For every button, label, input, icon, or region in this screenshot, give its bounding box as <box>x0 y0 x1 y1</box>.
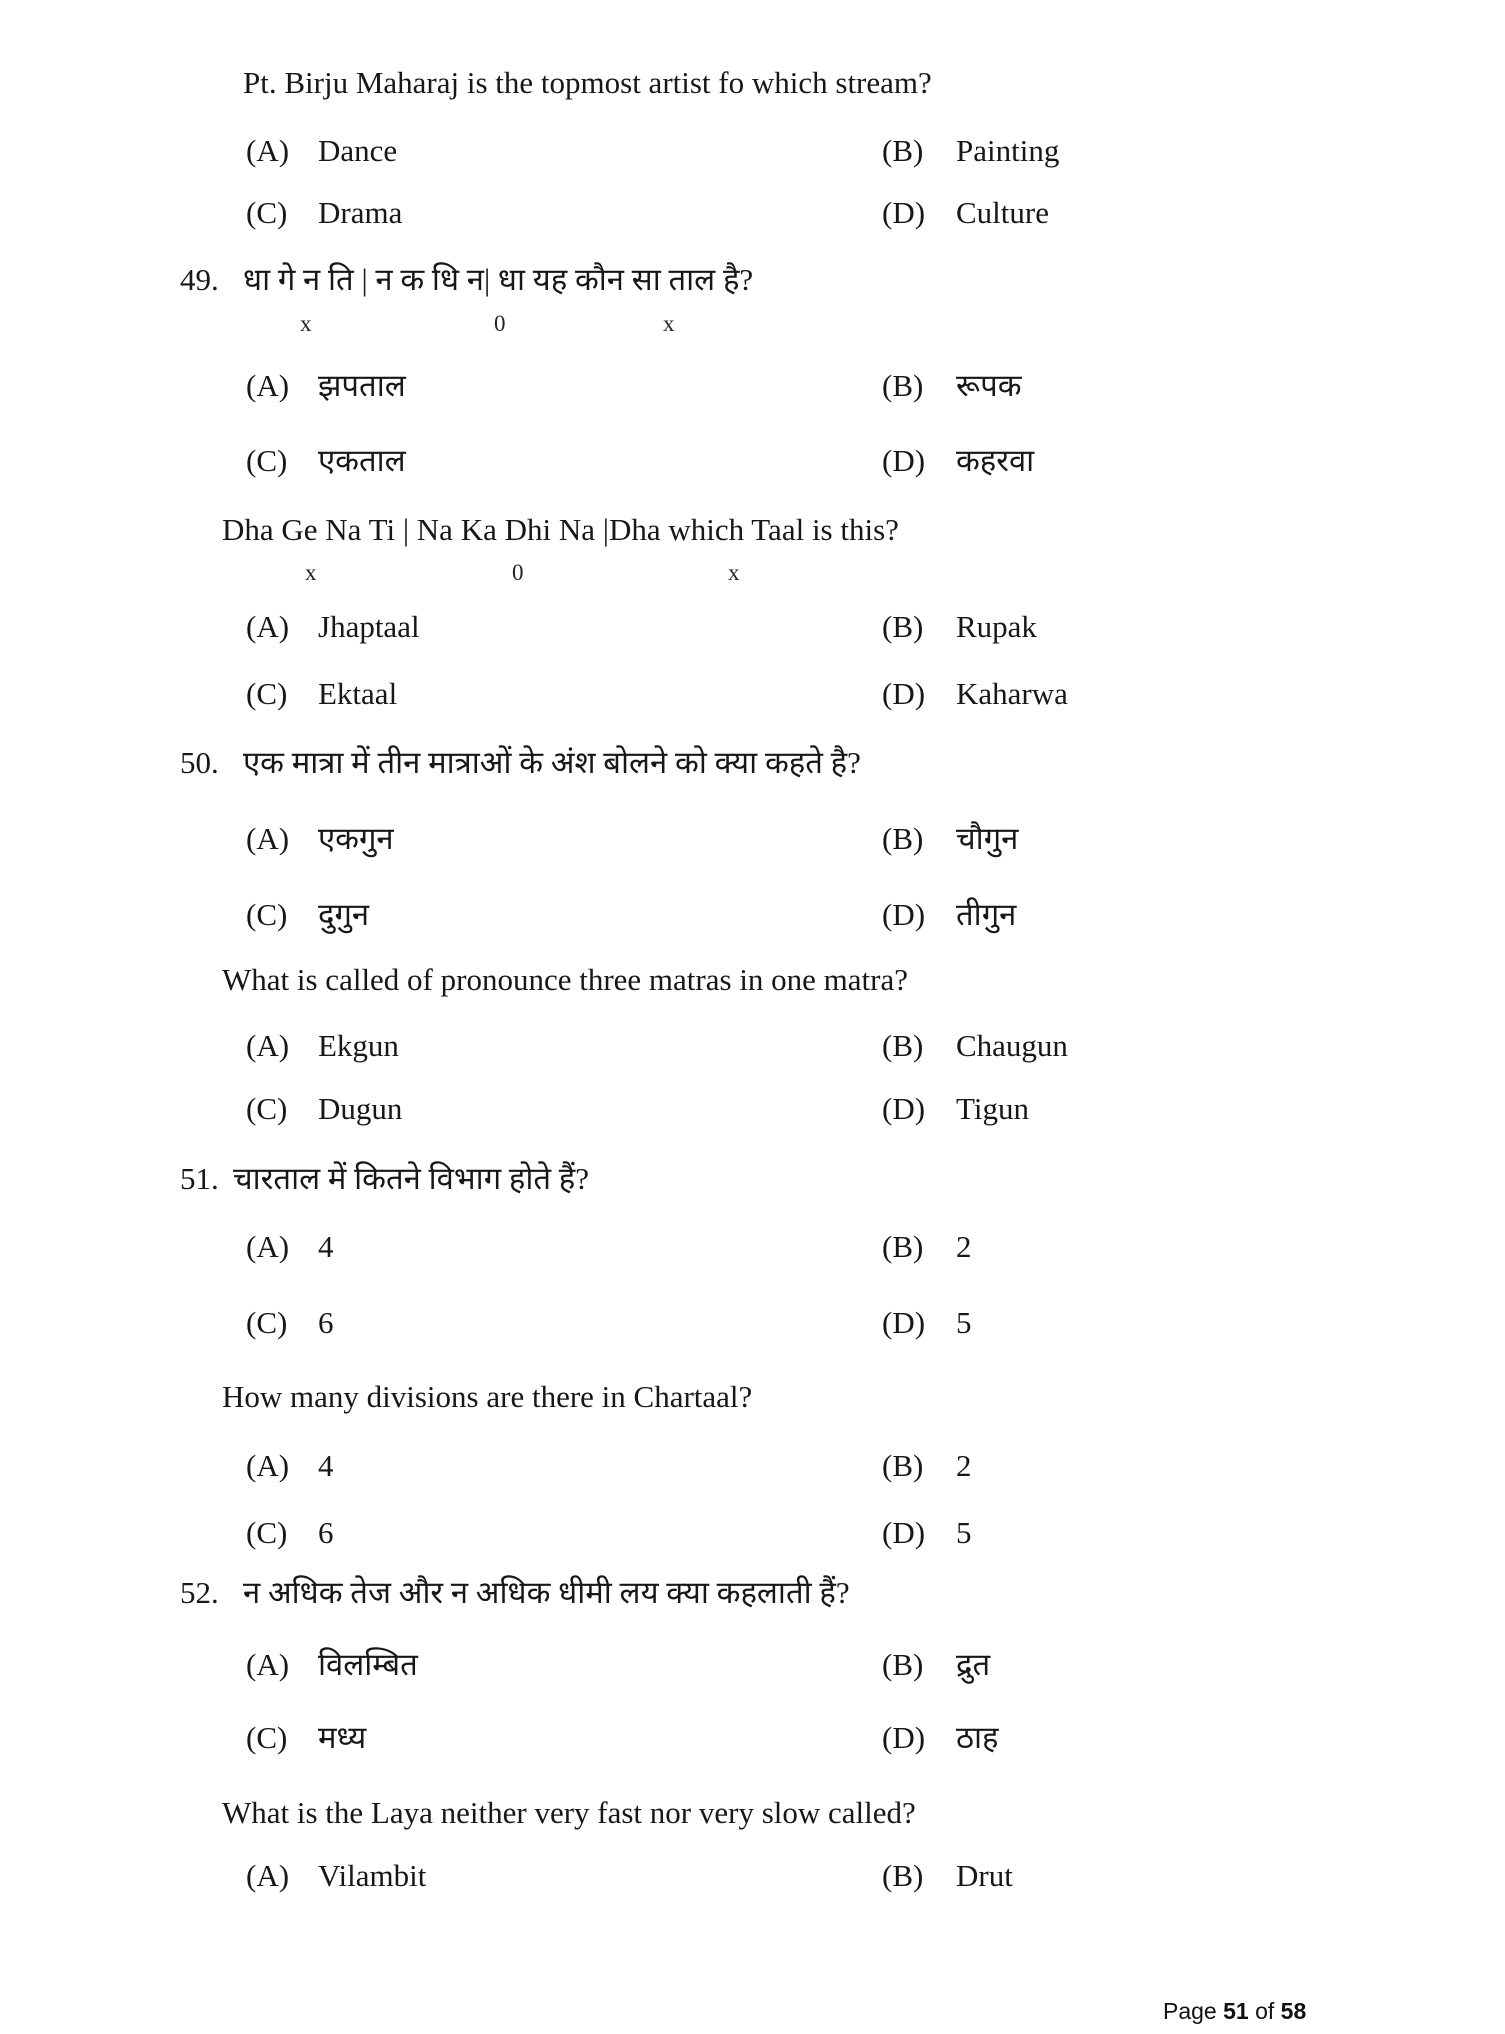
q49-hi-option-a-text: झपताल <box>318 368 406 403</box>
q48-en-option-b-label: (B) <box>882 133 924 168</box>
taal-marker-tali: x <box>663 311 675 336</box>
q52-en-question-row <box>0 1795 1505 1845</box>
q52-number: 52. <box>180 1575 219 1610</box>
q48-en-option-a-label: (A) <box>246 133 290 168</box>
q50-hi-option-d-text: तीगुन <box>956 897 1017 932</box>
q52-hi-options-cd-row <box>0 1720 1505 1770</box>
q50-en-option-d-text: Tigun <box>956 1091 1029 1126</box>
q50-hi-question-text: एक मात्रा में तीन मात्राओं के अंश बोलने को क्या कहते है? <box>243 745 861 780</box>
q50-number: 50. <box>180 745 219 780</box>
taal-marker-tali: x <box>728 560 740 585</box>
q52-en-options-ab-row <box>0 1858 1505 1908</box>
q48-en-option-a-text: Dance <box>318 133 398 168</box>
q51-en-option-c-label: (C) <box>246 1515 288 1550</box>
q51-hi-option-b-label: (B) <box>882 1229 924 1264</box>
q50-en-option-c-text: Dugun <box>318 1091 403 1126</box>
q51-en-option-b-label: (B) <box>882 1448 924 1483</box>
q51-en-option-a-text: 4 <box>318 1448 334 1483</box>
q49-en-option-b-text: Rupak <box>956 609 1037 644</box>
q52-hi-options-ab-row <box>0 1647 1505 1697</box>
q49-hi-taal-marker-row <box>0 311 1505 361</box>
q50-en-option-b-label: (B) <box>882 1028 924 1063</box>
q50-hi-question-row <box>0 745 1505 795</box>
taal-marker-khali: 0 <box>494 311 506 336</box>
q51-en-options-cd-row <box>0 1515 1505 1565</box>
q49-en-option-c-label: (C) <box>246 676 288 711</box>
q51-hi-option-a-label: (A) <box>246 1229 290 1264</box>
footer-page-total: 58 <box>1280 1998 1307 2024</box>
q52-hi-option-d-label: (D) <box>882 1720 926 1755</box>
q51-en-option-d-text: 5 <box>956 1515 972 1550</box>
q49-hi-options-ab-row <box>0 368 1505 418</box>
q49-en-options-cd-row <box>0 676 1505 726</box>
q50-en-options-ab-row <box>0 1028 1505 1078</box>
q51-hi-options-ab-row <box>0 1229 1505 1279</box>
q51-number: 51. <box>180 1161 219 1196</box>
q49-hi-option-d-label: (D) <box>882 443 926 478</box>
q50-en-option-b-text: Chaugun <box>956 1028 1068 1063</box>
q49-hi-option-b-label: (B) <box>882 368 924 403</box>
q52-en-option-a-label: (A) <box>246 1858 290 1893</box>
q52-hi-option-c-text: मध्य <box>318 1720 367 1755</box>
q50-hi-option-d-label: (D) <box>882 897 926 932</box>
q51-hi-question-text: चारताल में कितने विभाग होते हैं? <box>233 1161 590 1196</box>
page-footer <box>1163 1998 1306 2025</box>
q52-en-question-text: What is the Laya neither very fast nor very slow called? <box>222 1795 916 1830</box>
q52-hi-option-c-label: (C) <box>246 1720 288 1755</box>
q52-hi-option-b-label: (B) <box>882 1647 924 1682</box>
q50-en-options-cd-row <box>0 1091 1505 1141</box>
q49-hi-question-row <box>0 262 1505 312</box>
q49-en-option-a-text: Jhaptaal <box>318 609 420 644</box>
q48-en-option-d-label: (D) <box>882 195 926 230</box>
q51-hi-option-c-text: 6 <box>318 1305 334 1340</box>
q49-hi-option-a-label: (A) <box>246 368 290 403</box>
footer-page-word: Page <box>1163 1998 1217 2024</box>
q48-en-option-d-text: Culture <box>956 195 1049 230</box>
q52-en-option-a-text: Vilambit <box>318 1858 427 1893</box>
q51-hi-option-a-text: 4 <box>318 1229 334 1264</box>
q48-en-options-ab-row <box>0 133 1505 183</box>
q51-en-option-b-text: 2 <box>956 1448 972 1483</box>
q51-en-option-c-text: 6 <box>318 1515 334 1550</box>
q49-en-option-c-text: Ektaal <box>318 676 398 711</box>
q51-hi-options-cd-row <box>0 1305 1505 1355</box>
q50-en-option-c-label: (C) <box>246 1091 288 1126</box>
q49-hi-options-cd-row <box>0 443 1505 493</box>
taal-marker-sam: x <box>305 560 317 585</box>
q51-hi-option-d-label: (D) <box>882 1305 926 1340</box>
q50-hi-option-c-label: (C) <box>246 897 288 932</box>
q51-en-question-text: How many divisions are there in Chartaal? <box>222 1379 753 1414</box>
footer-page-current: 51 <box>1223 1998 1249 2024</box>
footer-of-word: of <box>1255 1998 1275 2024</box>
q50-hi-options-ab-row <box>0 821 1505 871</box>
q52-en-option-b-label: (B) <box>882 1858 924 1893</box>
taal-marker-khali: 0 <box>512 560 524 585</box>
q49-hi-question-text: धा गे न ति | न क धि न| धा यह कौन सा ताल है? <box>243 262 754 297</box>
q51-en-question-row <box>0 1379 1505 1429</box>
q50-hi-option-b-text: चौगुन <box>956 821 1019 856</box>
q48-en-option-c-text: Drama <box>318 195 403 230</box>
q51-hi-question-row <box>0 1161 1505 1211</box>
q52-hi-option-a-label: (A) <box>246 1647 290 1682</box>
q49-en-question-row <box>0 512 1505 562</box>
q52-en-option-b-text: Drut <box>956 1858 1013 1893</box>
q50-en-option-a-text: Ekgun <box>318 1028 399 1063</box>
q49-en-options-ab-row <box>0 609 1505 659</box>
q48-en-options-cd-row <box>0 195 1505 245</box>
q50-hi-option-b-label: (B) <box>882 821 924 856</box>
q51-hi-option-c-label: (C) <box>246 1305 288 1340</box>
q49-en-option-d-label: (D) <box>882 676 926 711</box>
q52-hi-option-a-text: विलम्बित <box>318 1647 418 1682</box>
q48-en-question-text: Pt. Birju Maharaj is the topmost artist fo which stream? <box>243 65 932 100</box>
q50-en-option-d-label: (D) <box>882 1091 926 1126</box>
q51-hi-option-b-text: 2 <box>956 1229 972 1264</box>
q49-number: 49. <box>180 262 219 297</box>
q51-en-options-ab-row <box>0 1448 1505 1498</box>
q49-hi-option-c-label: (C) <box>246 443 288 478</box>
q50-hi-option-a-text: एकगुन <box>318 821 394 856</box>
q48-en-option-b-text: Painting <box>956 133 1060 168</box>
q52-hi-option-d-text: ठाह <box>956 1720 999 1755</box>
q49-en-option-a-label: (A) <box>246 609 290 644</box>
q48-en-option-c-label: (C) <box>246 195 288 230</box>
q48-en-question-row <box>0 65 1505 115</box>
q51-hi-option-d-text: 5 <box>956 1305 972 1340</box>
q51-en-option-a-label: (A) <box>246 1448 290 1483</box>
q49-en-option-b-label: (B) <box>882 609 924 644</box>
q52-hi-question-text: न अधिक तेज और न अधिक धीमी लय क्या कहलाती हैं? <box>243 1575 850 1610</box>
q50-en-question-text: What is called of pronounce three matras in one matra? <box>222 962 909 997</box>
q51-en-option-d-label: (D) <box>882 1515 926 1550</box>
q49-en-option-d-text: Kaharwa <box>956 676 1068 711</box>
q52-hi-question-row <box>0 1575 1505 1625</box>
taal-marker-sam: x <box>300 311 312 336</box>
q50-en-question-row <box>0 962 1505 1012</box>
q49-hi-option-c-text: एकताल <box>318 443 406 478</box>
q49-en-question-text: Dha Ge Na Ti | Na Ka Dhi Na |Dha which Taal is this? <box>222 512 899 547</box>
q49-hi-option-d-text: कहरवा <box>956 443 1035 478</box>
q50-hi-options-cd-row <box>0 897 1505 947</box>
q50-hi-option-c-text: दुगुन <box>318 897 370 932</box>
q50-hi-option-a-label: (A) <box>246 821 290 856</box>
q49-hi-option-b-text: रूपक <box>956 368 1022 403</box>
q52-hi-option-b-text: द्रुत <box>956 1647 991 1682</box>
q49-en-taal-marker-row <box>0 560 1505 610</box>
q50-en-option-a-label: (A) <box>246 1028 290 1063</box>
